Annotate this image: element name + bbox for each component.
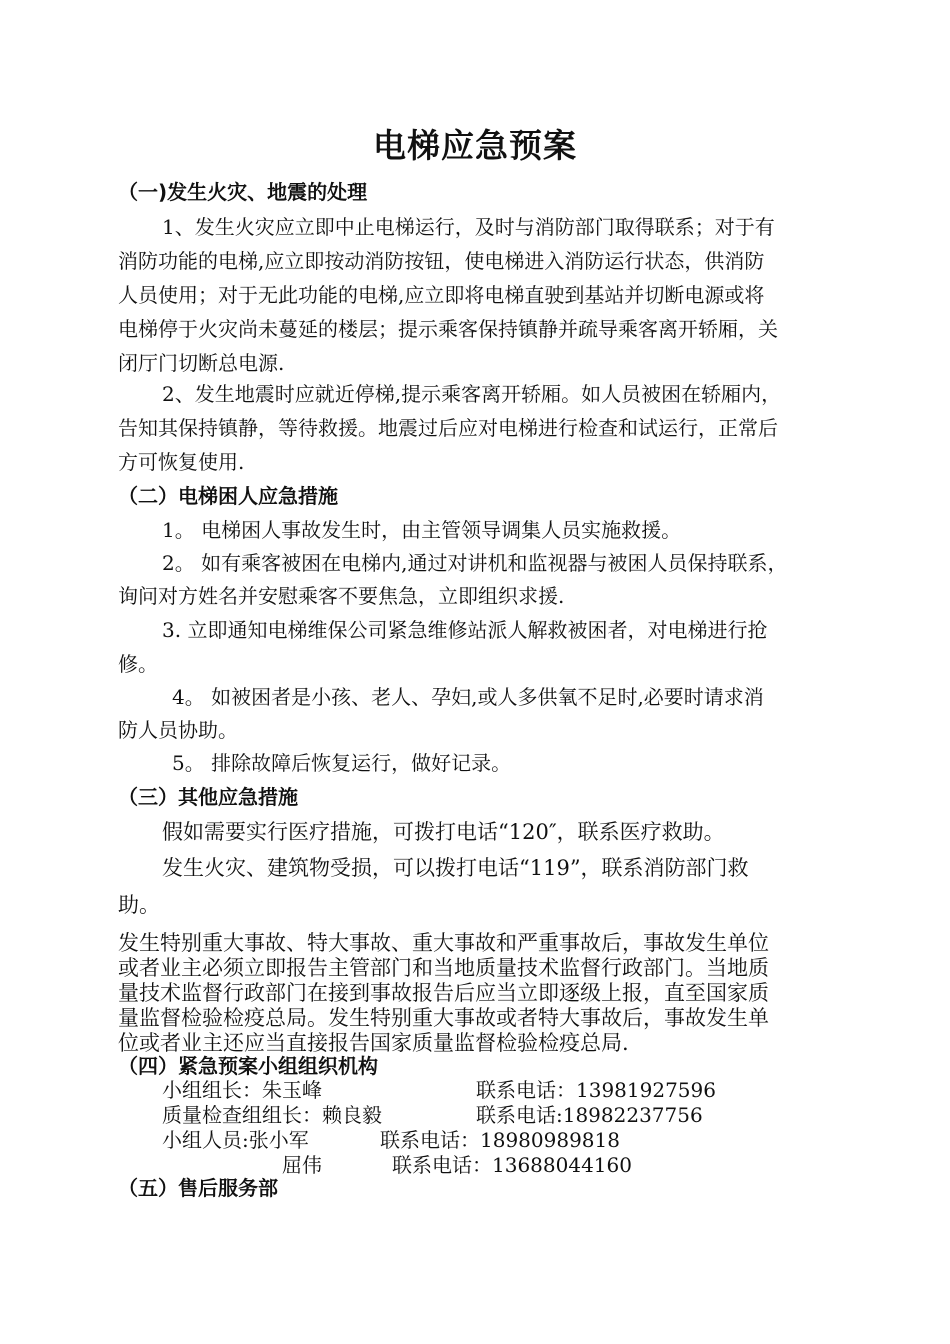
s3-report-line-3: 量技术监督行政部门在接到事故报告后应当立即逐级上报，直至国家质 (118, 981, 769, 1005)
section-1-heading: （一)发生火灾、地震的处理 (118, 180, 368, 204)
s2-item-3-cont: 修。 (118, 652, 158, 676)
s1-p2-line-1: 2、发生地震时应就近停梯,提示乘客离开轿厢。如人员被困在轿厢内， (162, 382, 782, 406)
leader-name: 小组组长：朱玉峰 (162, 1078, 322, 1102)
s3-line-3: 助。 (118, 893, 160, 917)
member-2-phone: 联系电话：13688044160 (392, 1153, 632, 1177)
inspection-leader-name: 质量检查组组长：赖良毅 (162, 1103, 382, 1127)
s2-item-4: 4。 如被困者是小孩、老人、孕妇,或人多供氧不足时,必要时请求消 (172, 685, 764, 709)
section-2-heading: （二）电梯困人应急措施 (118, 484, 338, 508)
s2-item-2-cont: 询问对方姓名并安慰乘客不要焦急，立即组织求援. (118, 584, 565, 608)
s1-p1-line-4: 电梯停于火灾尚未蔓延的楼层；提示乘客保持镇静并疏导乘客离开轿厢，关 (118, 317, 778, 341)
s2-item-5: 5。 排除故障后恢复运行，做好记录。 (172, 751, 512, 775)
s3-report-line-5: 位或者业主还应当直接报告国家质量监督检验检疫总局. (118, 1031, 629, 1055)
s2-item-4-cont: 防人员协助。 (118, 718, 238, 742)
member-1-phone: 联系电话：18980989818 (380, 1128, 620, 1152)
s1-p2-line-2: 告知其保持镇静，等待救援。地震过后应对电梯进行检查和试运行，正常后 (118, 416, 778, 440)
s2-item-3: 3. 立即通知电梯维保公司紧急维修站派人解救被困者，对电梯进行抢 (162, 618, 768, 642)
s3-report-line-4: 量监督检验检疫总局。发生特别重大事故或者特大事故后，事故发生单 (118, 1006, 769, 1030)
s2-item-1: 1。 电梯困人事故发生时，由主管领导调集人员实施救援。 (162, 518, 682, 542)
s1-p2-line-3: 方可恢复使用. (118, 450, 245, 474)
section-5-heading: （五）售后服务部 (118, 1176, 278, 1200)
section-3-heading: （三）其他应急措施 (118, 785, 298, 809)
s3-report-line-2: 或者业主必须立即报告主管部门和当地质量技术监督行政部门。当地质 (118, 956, 769, 980)
member-1-name: 小组人员:张小军 (162, 1128, 309, 1152)
s3-report-line-1: 发生特别重大事故、特大事故、重大事故和严重事故后，事故发生单位 (118, 931, 769, 955)
s1-p1-line-1: 1、发生火灾应立即中止电梯运行，及时与消防部门取得联系；对于有 (162, 215, 775, 239)
inspection-leader-phone: 联系电话:18982237756 (476, 1103, 703, 1127)
s1-p1-line-2: 消防功能的电梯,应立即按动消防按钮，使电梯进入消防运行状态，供消防 (118, 249, 765, 273)
s2-item-2: 2。 如有乘客被困在电梯内,通过对讲机和监视器与被困人员保持联系， (162, 551, 788, 575)
member-2-name: 屈伟 (282, 1153, 322, 1177)
s3-line-2: 发生火灾、建筑物受损，可以拨打电话“119”，联系消防部门救 (162, 856, 749, 880)
s1-p1-line-5: 闭厅门切断总电源. (118, 351, 285, 375)
leader-phone: 联系电话：13981927596 (476, 1078, 716, 1102)
document-title: 电梯应急预案 (373, 126, 577, 165)
s3-line-1: 假如需要实行医疗措施，可拨打电话“120″，联系医疗救助。 (162, 820, 725, 844)
s1-p1-line-3: 人员使用；对于无此功能的电梯,应立即将电梯直驶到基站并切断电源或将 (118, 283, 765, 307)
section-4-heading: （四）紧急预案小组组织机构 (118, 1054, 378, 1078)
